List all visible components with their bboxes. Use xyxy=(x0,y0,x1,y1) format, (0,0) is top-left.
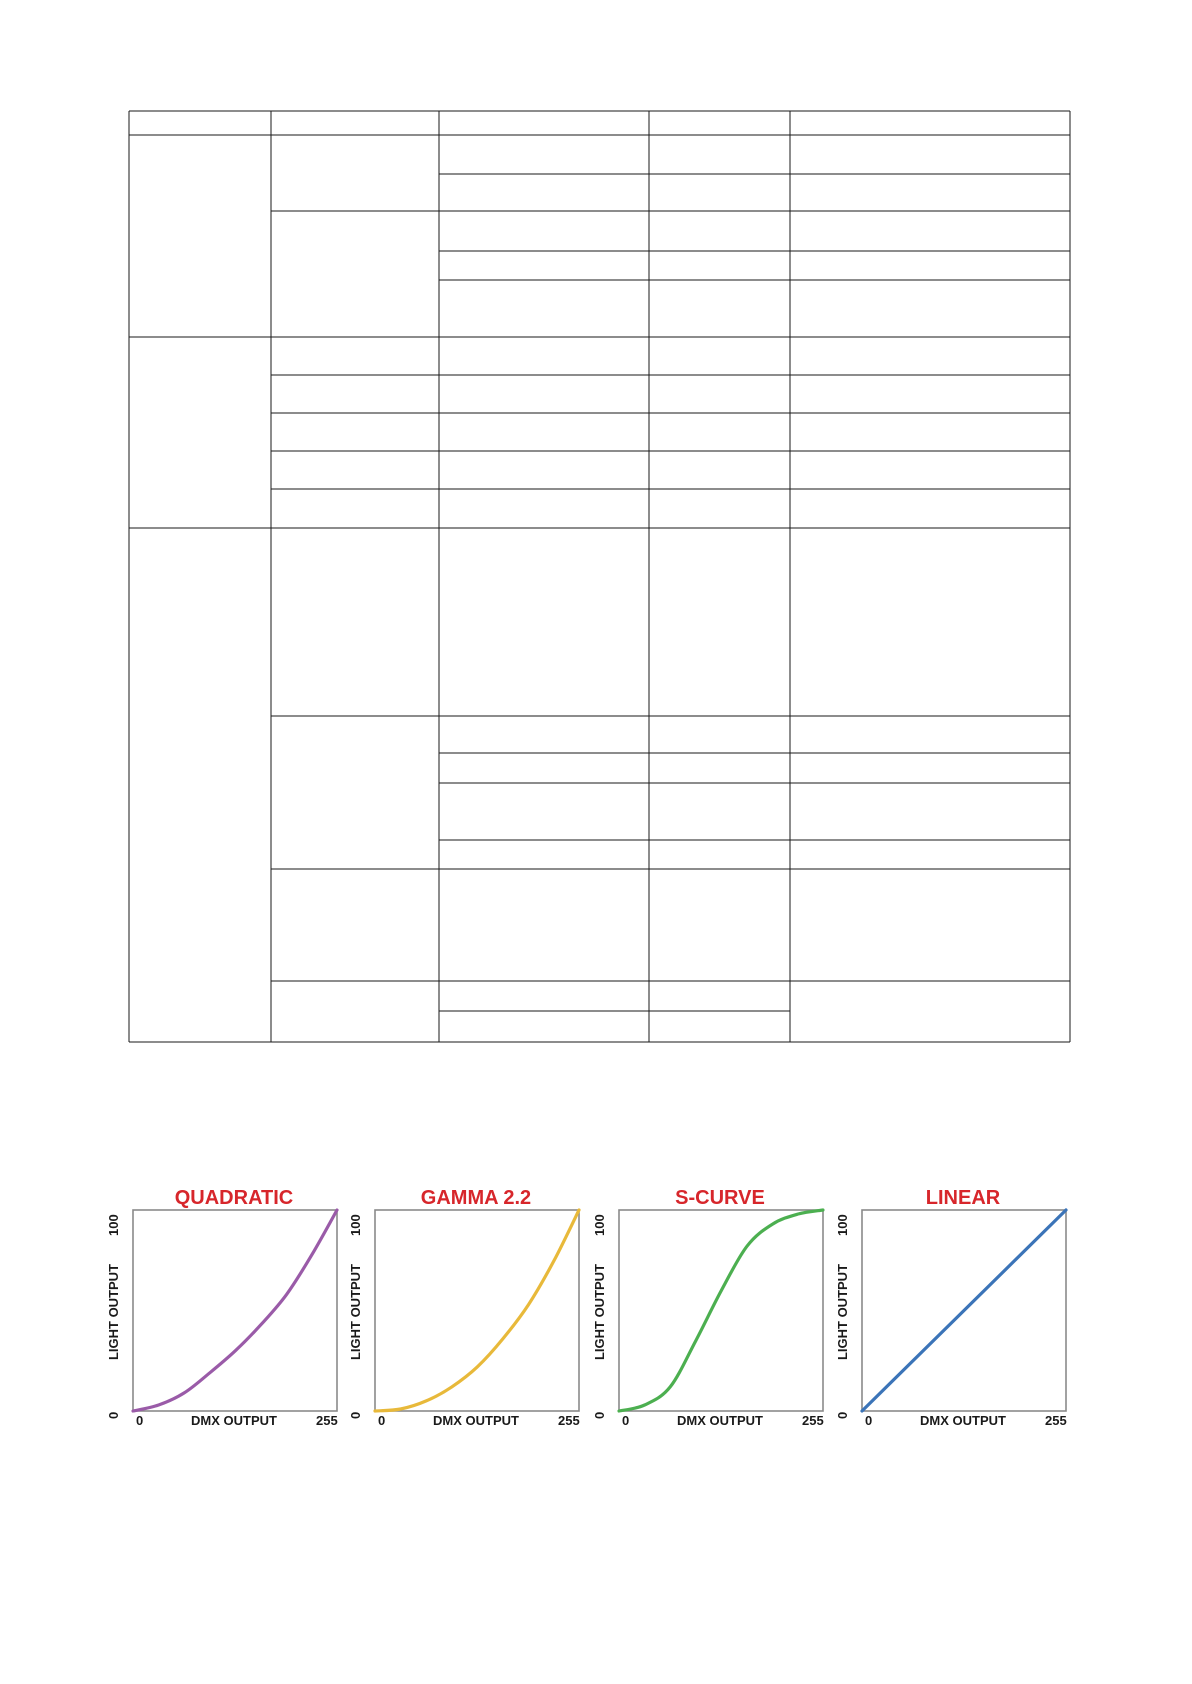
chart-title: S-CURVE xyxy=(675,1187,765,1209)
curve-chart-quadratic xyxy=(100,1186,338,1434)
y-axis-label: LIGHT OUTPUT xyxy=(106,1263,121,1361)
y-tick-min: 0 xyxy=(592,1411,607,1419)
x-axis-label: DMX OUTPUT xyxy=(433,1413,519,1428)
y-axis-label: LIGHT OUTPUT xyxy=(835,1263,850,1361)
y-tick-max: 100 xyxy=(592,1214,607,1236)
curve-series-line xyxy=(133,1210,337,1411)
x-tick-min: 0 xyxy=(378,1413,386,1428)
x-tick-min: 0 xyxy=(136,1413,144,1428)
curve-chart-linear xyxy=(829,1186,1067,1434)
chart-title: GAMMA 2.2 xyxy=(420,1187,532,1209)
chart-plot xyxy=(586,1186,826,1416)
y-tick-min: 0 xyxy=(348,1411,363,1419)
x-axis-label: DMX OUTPUT xyxy=(677,1413,763,1428)
curve-series-line xyxy=(862,1210,1066,1411)
y-tick-max: 100 xyxy=(348,1214,363,1236)
curve-chart-s-curve xyxy=(586,1186,824,1434)
chart-title: QUADRATIC xyxy=(174,1187,294,1209)
plot-frame xyxy=(375,1210,579,1411)
y-tick-min: 0 xyxy=(106,1411,121,1419)
y-axis-label: LIGHT OUTPUT xyxy=(592,1263,607,1361)
x-axis-label: DMX OUTPUT xyxy=(920,1413,1006,1428)
x-tick-max: 255 xyxy=(802,1413,824,1428)
curve-chart-gamma xyxy=(342,1186,580,1434)
chart-plot xyxy=(829,1186,1069,1416)
chart-plot xyxy=(100,1186,340,1416)
plot-frame xyxy=(619,1210,823,1411)
x-tick-max: 255 xyxy=(316,1413,338,1428)
curve-series-line xyxy=(619,1210,823,1411)
chart-title: LINEAR xyxy=(925,1187,1001,1209)
x-tick-min: 0 xyxy=(622,1413,630,1428)
x-tick-min: 0 xyxy=(865,1413,873,1428)
plot-frame xyxy=(133,1210,337,1411)
x-tick-max: 255 xyxy=(558,1413,580,1428)
x-tick-max: 255 xyxy=(1045,1413,1067,1428)
y-axis-label: LIGHT OUTPUT xyxy=(348,1263,363,1361)
curve-series-line xyxy=(375,1210,579,1411)
chart-plot xyxy=(342,1186,582,1416)
y-tick-max: 100 xyxy=(106,1214,121,1236)
x-axis-label: DMX OUTPUT xyxy=(191,1413,277,1428)
y-tick-max: 100 xyxy=(835,1214,850,1236)
y-tick-min: 0 xyxy=(835,1411,850,1419)
